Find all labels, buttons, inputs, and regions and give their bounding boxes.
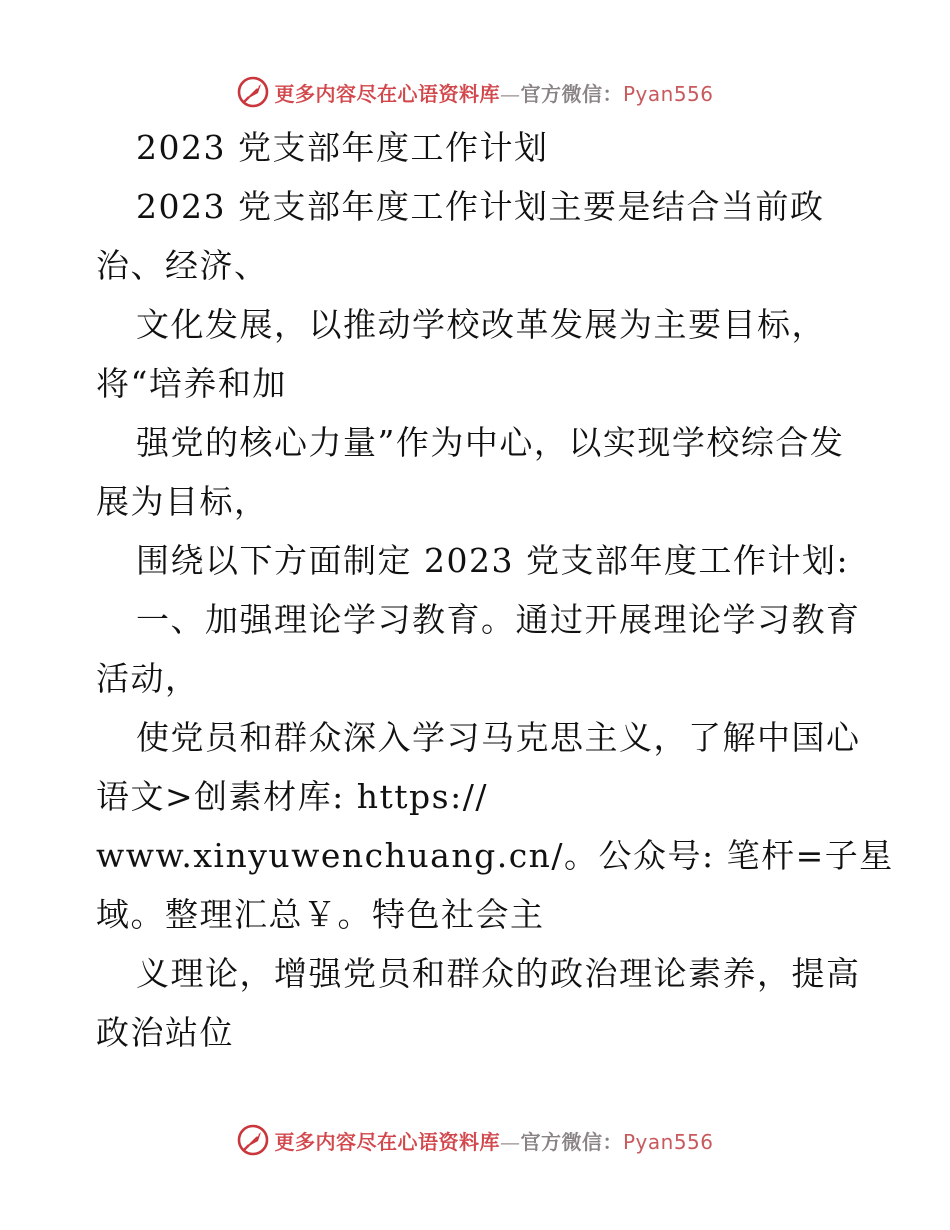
- doc-line: 强党的核心力量”作为中心，以实现学校综合发: [136, 423, 845, 462]
- doc-line: 治、经济、: [96, 246, 269, 285]
- banner-separator: —: [499, 81, 521, 106]
- banner-separator: —: [499, 1129, 521, 1154]
- banner-main-text: 更多内容尽在心语资料库: [274, 81, 500, 106]
- quill-pen-seal-icon: [236, 1123, 270, 1157]
- banner-text: [274, 78, 713, 107]
- banner-main-text: 更多内容尽在心语资料库: [274, 1129, 500, 1154]
- doc-line: www.xinyuwenchuang.cn/。公众号: 笔杆=子星: [96, 836, 894, 875]
- doc-line: 义理论，增强党员和群众的政治理论素养，提高: [136, 954, 861, 993]
- banner-official-label: 官方微信：: [520, 1129, 623, 1154]
- doc-line: 一、加强理论学习教育。通过开展理论学习教育: [136, 600, 861, 639]
- doc-line: 围绕以下方面制定 2023 党支部年度工作计划:: [136, 541, 850, 580]
- doc-line: 文化发展，以推动学校改革发展为主要目标，: [136, 305, 826, 344]
- quill-pen-seal-icon: [236, 75, 270, 109]
- doc-line: 展为目标，: [96, 482, 269, 521]
- banner-official-label: 官方微信：: [520, 81, 623, 106]
- doc-line: 语文>创素材库: https://: [96, 777, 488, 816]
- header-banner: [0, 70, 950, 114]
- doc-line: 活动，: [96, 659, 200, 698]
- banner-wechat-id: Pyan556: [622, 81, 714, 106]
- doc-line: 政治站位: [96, 1013, 234, 1052]
- doc-line: 将“培养和加: [96, 364, 287, 403]
- banner-text: [274, 1126, 713, 1155]
- banner-wechat-id: Pyan556: [622, 1129, 714, 1154]
- doc-line: 域。整理汇总￥。特色社会主: [96, 895, 545, 934]
- doc-title: 2023 党支部年度工作计划: [136, 128, 549, 167]
- document-body: [96, 118, 894, 1062]
- footer-banner: [0, 1118, 950, 1162]
- doc-line: 2023 党支部年度工作计划主要是结合当前政: [136, 187, 825, 226]
- doc-line: 使党员和群众深入学习马克思主义，了解中国心: [136, 718, 861, 757]
